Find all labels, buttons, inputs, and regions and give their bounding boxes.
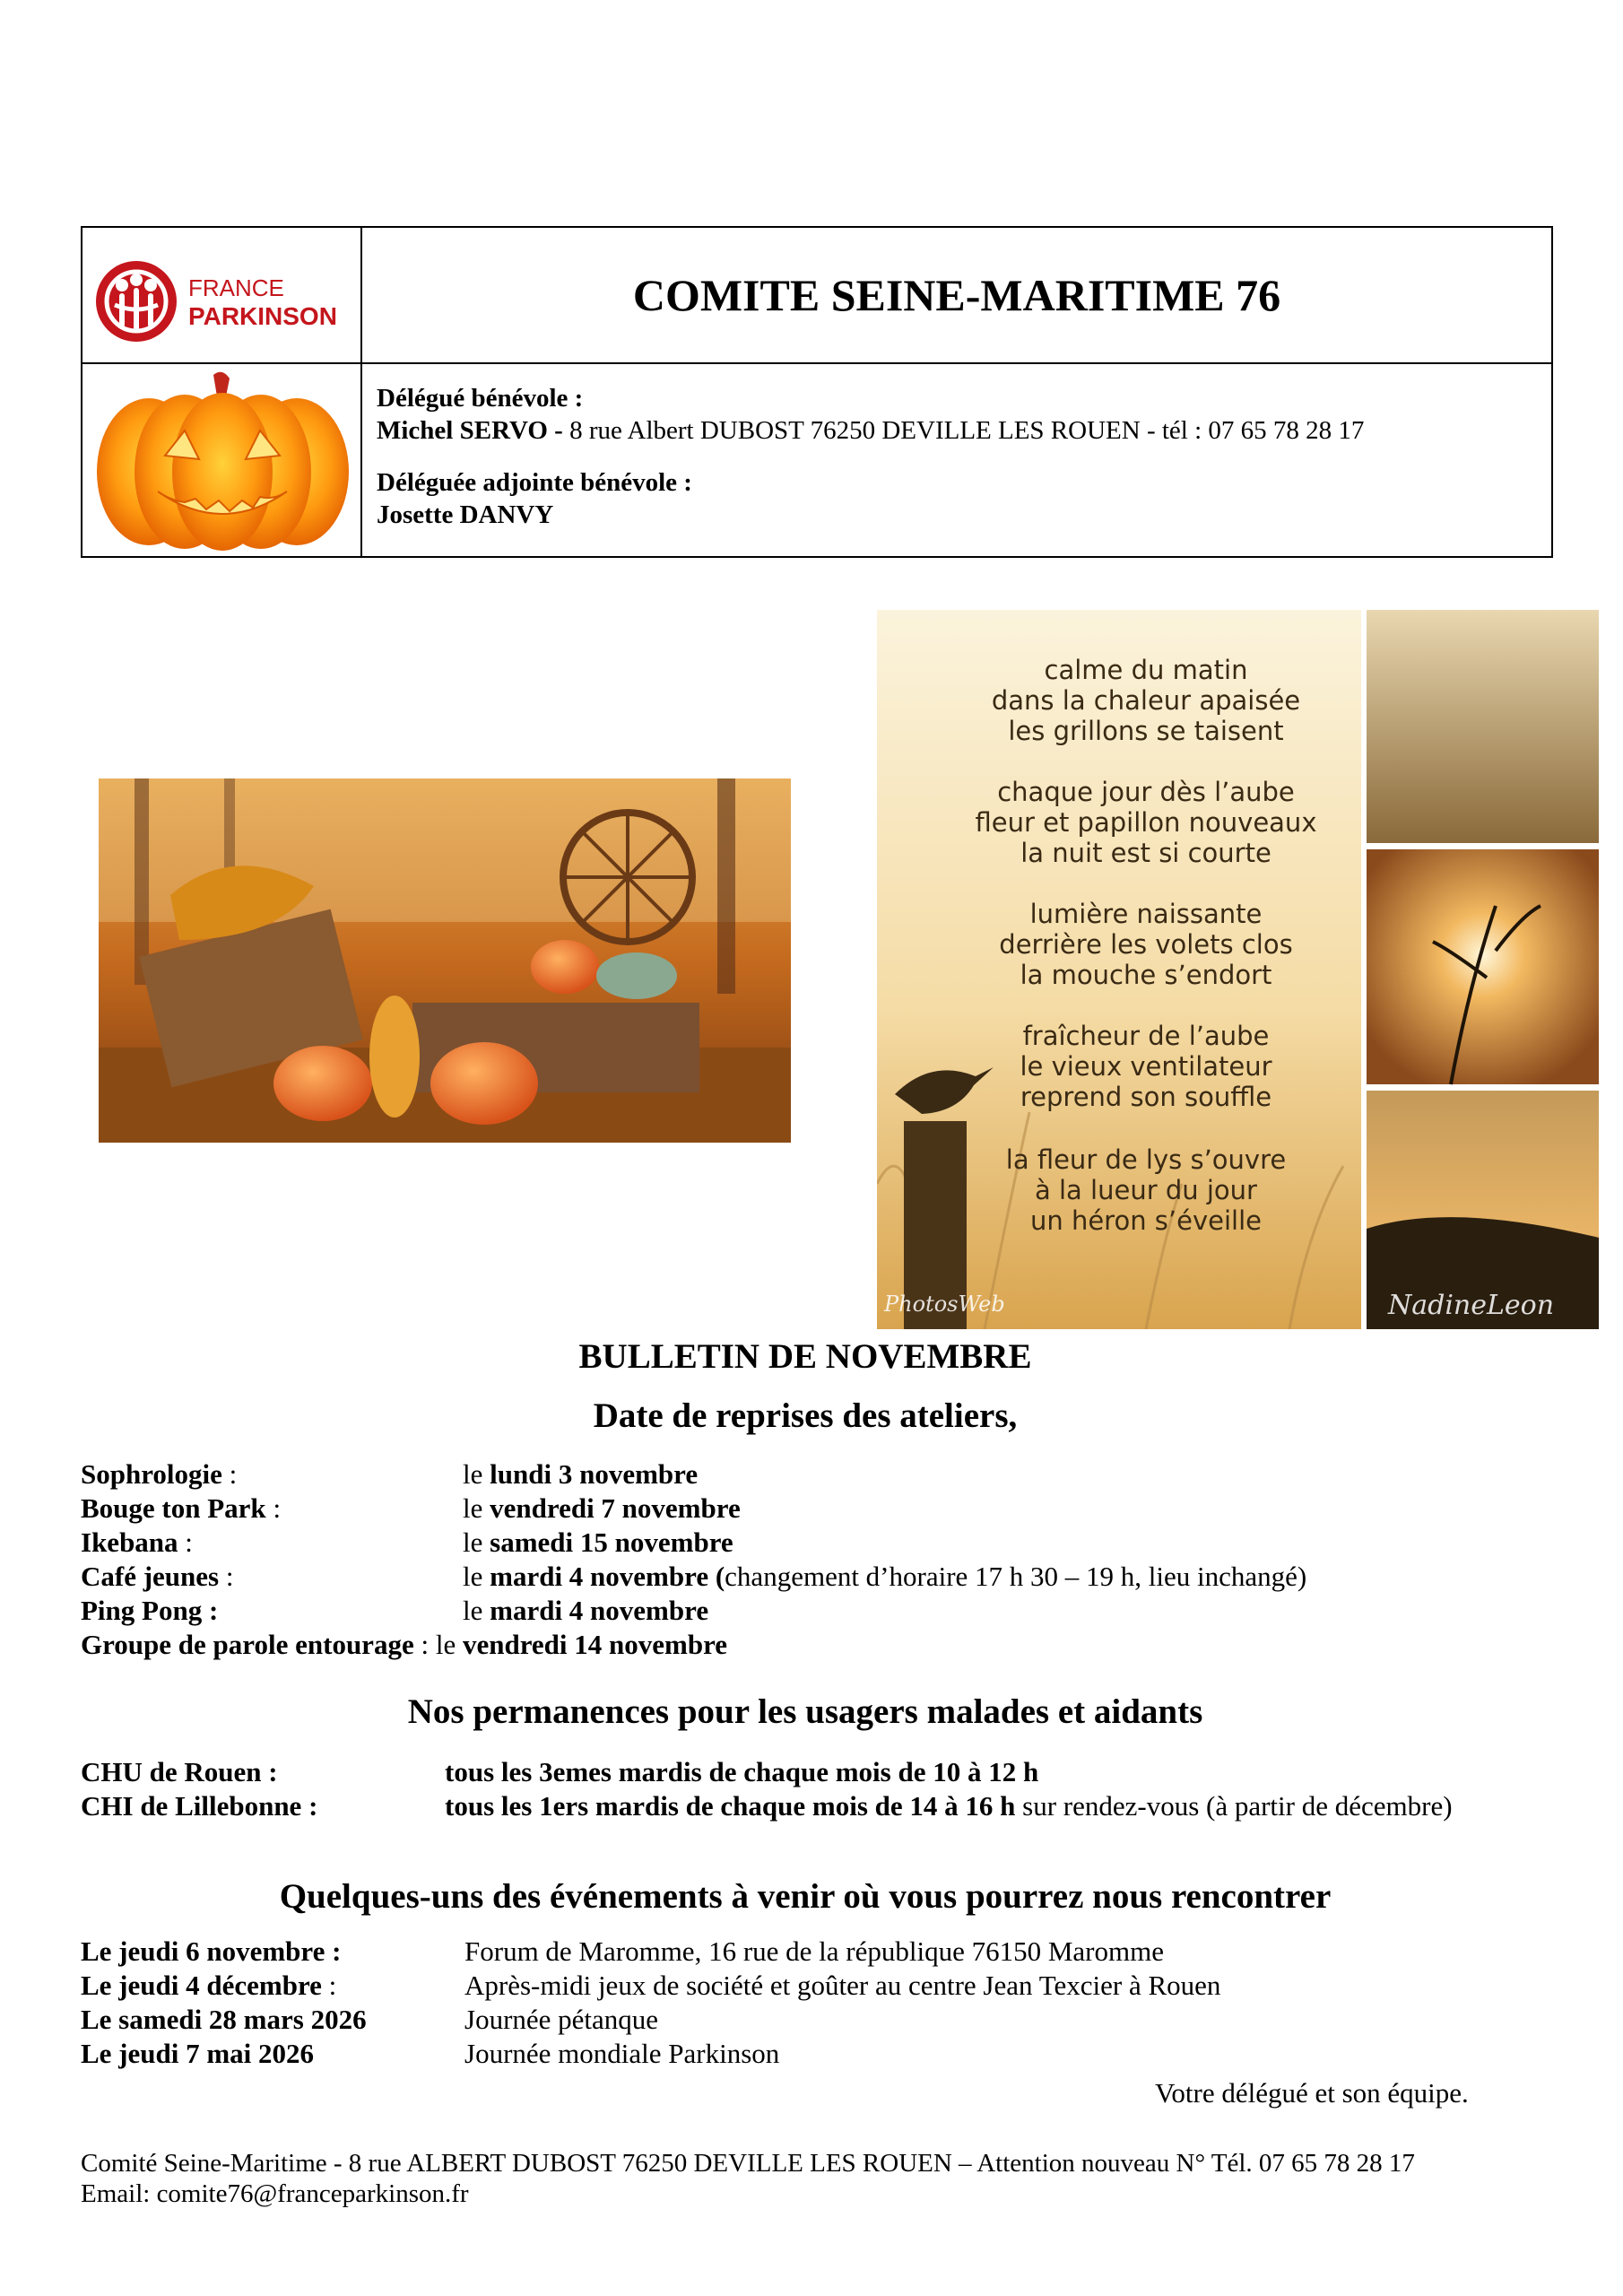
poem-line: à la lueur du jour: [1035, 1175, 1257, 1205]
haiku-poem-panel: [877, 610, 1599, 1329]
deputy-label: Déléguée adjointe bénévole :: [377, 468, 692, 497]
poem-line: reprend son souffle: [1020, 1082, 1272, 1112]
header-table: [81, 226, 1553, 558]
watermark-left: PhotosWeb: [884, 1292, 1005, 1317]
signature: Votre délégué et son équipe.: [1155, 2077, 1469, 2109]
workshop-name: Sophrologie :: [81, 1458, 238, 1490]
france-parkinson-logo: [95, 258, 351, 344]
workshop-note: changement d’horaire 17 h 30 – 19 h, lieu inchangé): [725, 1561, 1307, 1592]
workshop-name: Bouge ton Park :: [81, 1492, 282, 1524]
workshop-date: le lundi 3 novembre: [463, 1458, 699, 1490]
workshop-date: le samedi 15 novembre: [463, 1526, 733, 1558]
event-desc: Journée pétanque: [464, 2004, 659, 2035]
workshop-date: le vendredi 7 novembre: [463, 1492, 741, 1524]
event-desc: Après-midi jeux de société et goûter au centre Jean Texcier à Rouen: [464, 1970, 1221, 2001]
workshop-date: le mardi 4 novembre: [463, 1595, 709, 1626]
poem-line: fleur et papillon nouveaux: [975, 807, 1317, 838]
bulletin-subtitle: Date de reprises des ateliers,: [593, 1396, 1018, 1435]
poem-line: fraîcheur de l’aube: [1022, 1021, 1270, 1051]
poem-line: la fleur de lys s’ouvre: [1005, 1144, 1287, 1175]
logo-line1: FRANCE: [188, 274, 284, 301]
event-date: Le jeudi 7 mai 2026: [81, 2038, 315, 2069]
delegate-address: 8 rue Albert DUBOST 76250 DEVILLE LES ROUEN - tél : 07 65 78 28 17: [562, 416, 1365, 445]
workshop-date: le mardi 4 novembre (changement d’horaire 17 h 30 – 19 h, lieu inchangé): [463, 1561, 1307, 1592]
event-date: Le jeudi 4 décembre :: [81, 1970, 337, 2001]
workshop-name: Groupe de parole entourage : le vendredi 14 novembre: [81, 1629, 728, 1660]
poem-line: un héron s’éveille: [1029, 1205, 1262, 1236]
permanence-place: CHI de Lillebonne :: [81, 1790, 318, 1822]
event-date: Le samedi 28 mars 2026: [81, 2004, 367, 2035]
workshop-name: Café jeunes :: [81, 1561, 234, 1592]
permanence-when: tous les 1ers mardis de chaque mois de 14 à 16 h sur rendez-vous (à partir de décembre): [445, 1790, 1453, 1822]
events-title: Quelques-uns des événements à venir où vous pourrez nous rencontrer: [279, 1877, 1332, 1916]
poem-line: le vieux ventilateur: [1020, 1051, 1272, 1082]
delegate-name: Michel SERVO -: [377, 416, 563, 445]
bulletin-title: BULLETIN DE NOVEMBRE: [578, 1337, 1032, 1376]
poem-line: lumière naissante: [1029, 899, 1263, 929]
poem-line: chaque jour dès l’aube: [997, 777, 1295, 807]
deputy-name: Josette DANVY: [377, 500, 554, 529]
footer-email[interactable]: Email: comite76@franceparkinson.fr: [81, 2179, 469, 2208]
permanences-title: Nos permanences pour les usagers malades et aidants: [407, 1692, 1203, 1731]
pumpkin-image: [95, 366, 351, 551]
poem-line: les grillons se taisent: [1008, 716, 1284, 746]
poem-line: dans la chaleur apaisée: [991, 685, 1301, 716]
autumn-harvest-photo: [99, 778, 791, 1143]
event-desc: Journée mondiale Parkinson: [464, 2038, 780, 2069]
watermark-right: NadineLeon: [1388, 1290, 1555, 1321]
poem-line: la mouche s’endort: [1020, 960, 1272, 990]
delegate-line: [377, 416, 1364, 446]
poem-line: calme du matin: [1044, 655, 1248, 685]
permanence-place: CHU de Rouen :: [81, 1756, 278, 1787]
delegate-label: Délégué bénévole :: [377, 384, 584, 413]
poem-line: la nuit est si courte: [1020, 838, 1271, 868]
event-date: Le jeudi 6 novembre :: [81, 1935, 342, 1967]
logo-line2: PARKINSON: [188, 302, 337, 330]
poem-line: derrière les volets clos: [999, 929, 1293, 960]
workshop-name: Ping Pong :: [81, 1595, 219, 1626]
committee-title: COMITE SEINE-MARITIME 76: [632, 270, 1281, 320]
event-desc: Forum de Maromme, 16 rue de la république 76150 Maromme: [464, 1935, 1164, 1967]
workshop-name: Ikebana :: [81, 1526, 193, 1558]
permanence-when: tous les 3emes mardis de chaque mois de 10 à 12 h: [445, 1756, 1039, 1787]
footer-address: Comité Seine-Maritime - 8 rue ALBERT DUBOST 76250 DEVILLE LES ROUEN – Attention nouveau N° Tél. 07 65 78 28 17: [81, 2149, 1415, 2178]
